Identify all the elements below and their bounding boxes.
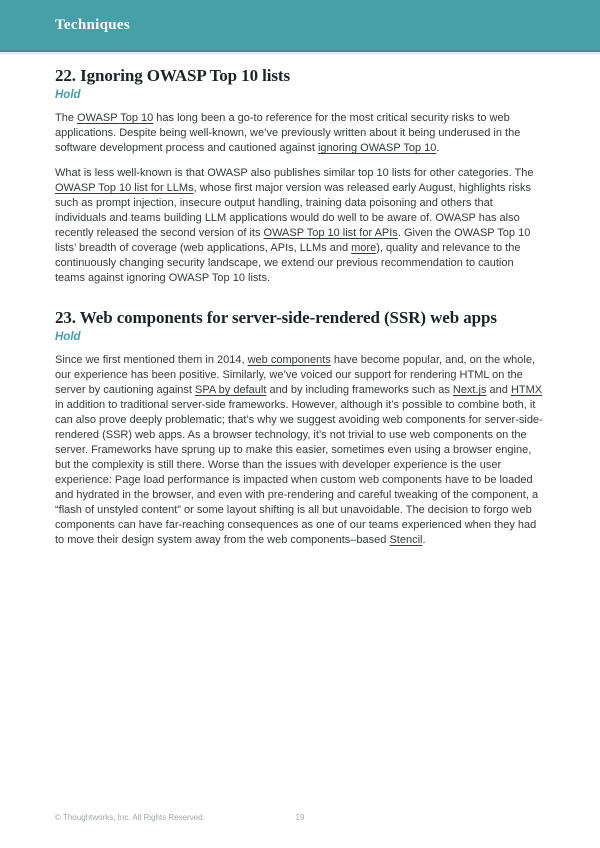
blip-body bbox=[55, 353, 545, 548]
inline-link[interactable]: Next.js bbox=[452, 384, 487, 396]
page-number: 19 bbox=[295, 813, 305, 822]
text-segment: ), quality and relevance to the continuously changing security landscape, we extend our previous recommendation to caution teams against ignoring OWASP Top 10 lists. bbox=[55, 242, 521, 284]
text-segment: Since we first mentioned them in 2014, bbox=[55, 354, 248, 366]
text-segment: . bbox=[422, 534, 426, 546]
paragraph bbox=[55, 353, 545, 548]
paragraph bbox=[55, 166, 545, 286]
text-segment: and by including frameworks such as bbox=[266, 384, 453, 396]
inline-link[interactable]: more bbox=[351, 242, 377, 254]
section-web-components-ssr bbox=[55, 308, 545, 548]
page-footer bbox=[0, 813, 600, 825]
text-segment: What is less well-known is that OWASP also publishes similar top 10 lists for other categories. The bbox=[55, 167, 534, 179]
text-segment: . bbox=[436, 142, 440, 154]
ring-label: Hold bbox=[55, 89, 81, 101]
copyright-text: © Thoughtworks, Inc. All Rights Reserved. bbox=[55, 813, 205, 822]
inline-link[interactable]: ignoring OWASP Top 10 bbox=[317, 142, 437, 154]
section-owasp-top-10 bbox=[55, 66, 545, 286]
inline-link[interactable]: OWASP Top 10 list for APIs bbox=[263, 227, 398, 239]
inline-link[interactable]: OWASP Top 10 list for LLMs bbox=[55, 182, 194, 194]
inline-link[interactable]: HTMX bbox=[510, 384, 543, 396]
inline-link[interactable]: Stencil bbox=[389, 534, 423, 546]
text-segment: , whose first major version was released early August, highlights risks such as prompt injection, insecure output handling, training data poisoning and others that individuals and teams building LLM applications would do well to be aware of. OWASP has also recently released the second version of its bbox=[55, 182, 532, 239]
text-segment: have become popular, and, on the whole, our experience has been positive. Similarly, we’ve voiced our support for rendering HTML on the server by cautioning against bbox=[55, 354, 536, 396]
blip-title: 22. Ignoring OWASP Top 10 lists bbox=[55, 66, 290, 85]
paragraph bbox=[55, 111, 545, 156]
text-segment: has long been a go-to reference for the most critical security risks to web applications. Despite being well-known, we’ve previously written about it being underused in the software development process and cautioned against bbox=[55, 112, 521, 154]
content-area bbox=[55, 66, 545, 558]
text-segment: The bbox=[55, 112, 78, 124]
section-category-title: Techniques bbox=[55, 16, 130, 33]
blip-title: 23. Web components for server-side-rendered (SSR) web apps bbox=[55, 308, 497, 327]
inline-link[interactable]: web components bbox=[247, 354, 331, 366]
text-segment: and bbox=[486, 384, 511, 396]
page-header-banner bbox=[0, 0, 600, 50]
inline-link[interactable]: SPA by default bbox=[195, 384, 267, 396]
text-segment: in addition to traditional server-side frameworks. However, although it’s possible to combine both, it can also prove deeply problematic; that’s why we suggest avoiding web components for server-side-rendered (SSR) web apps. As a browser technology, it’s not trivial to use web components on the server. Frameworks have sprung up to make this easier, sometimes even using a browser engine, but the complexity is still there. Worse than the issues with developer experience is the user experience: Page load performance is impacted when custom web components have to be loaded and hydrated in the browser, and even with pre-rendering and careful tweaking of the component, a “flash of unstyled content” or some layout shifting is all but unavoidable. The decision to forgo web components can have far-reaching consequences as one of our teams experienced when they had to move their design system away from the web components–based bbox=[55, 399, 543, 546]
blip-body bbox=[55, 111, 545, 286]
inline-link[interactable]: OWASP Top 10 bbox=[77, 112, 154, 124]
ring-label: Hold bbox=[55, 331, 81, 343]
text-segment: . Given the OWASP Top 10 lists’ breadth of coverage (web applications, APIs, LLMs and bbox=[55, 227, 531, 254]
